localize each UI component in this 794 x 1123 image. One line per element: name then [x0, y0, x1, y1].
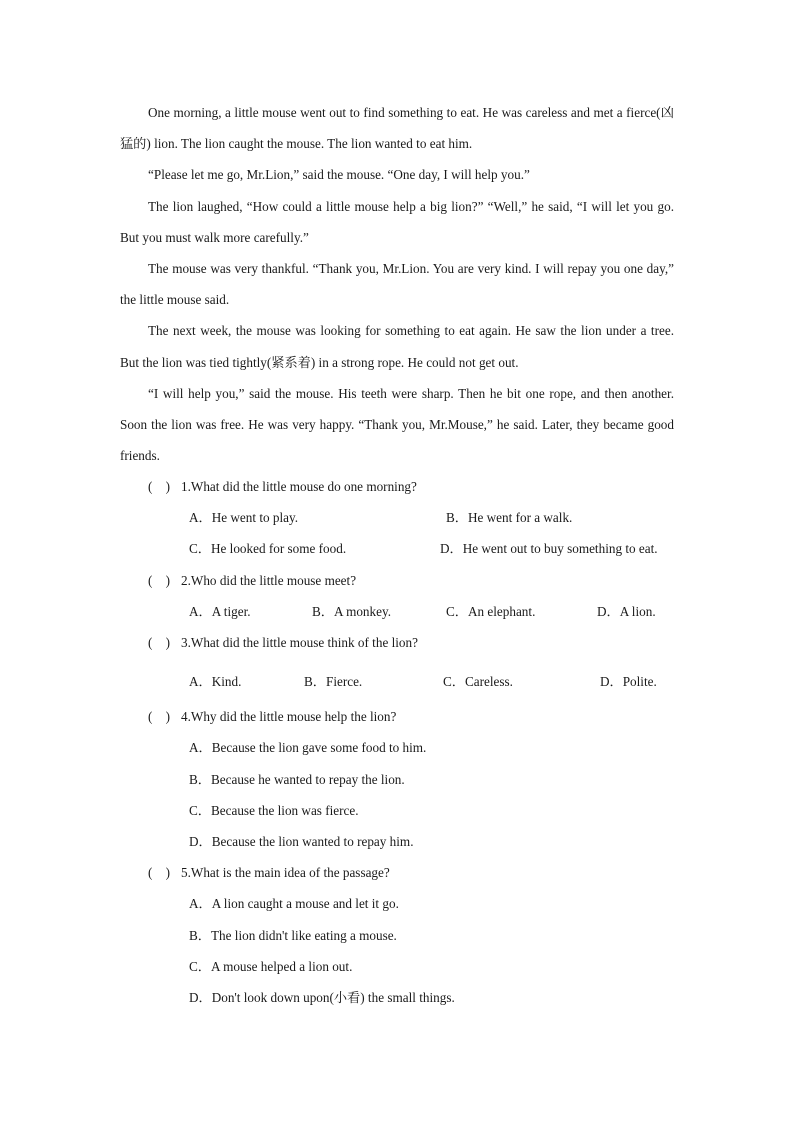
question-stem	[120, 565, 680, 596]
question-5	[120, 857, 680, 1013]
passage-paragraph: The mouse was very thankful. “Thank you, Mr.Lion. You are very kind. I will repay you one day,” the little mouse said.	[120, 261, 674, 308]
option-a[interactable]: A．Because the lion gave some food to him.	[189, 740, 427, 756]
passage-paragraph: One morning, a little mouse went out to find something to eat. He was careless and met a fierce(凶猛的) lion. The lion caught the mouse. The lion wanted to eat him.	[120, 105, 674, 152]
option-d[interactable]: D．Because the lion wanted to repay him.	[189, 833, 414, 849]
answer-blank[interactable]: ( )	[148, 865, 170, 881]
option-d[interactable]: D．A lion.	[597, 603, 656, 619]
option-b[interactable]: B．He went for a walk.	[446, 510, 573, 526]
question-stem	[120, 701, 680, 732]
options-row	[120, 533, 680, 564]
option-d[interactable]: D．He went out to buy something to eat.	[440, 541, 658, 557]
answer-blank[interactable]: ( )	[148, 634, 170, 650]
option-a[interactable]: A．He went to play.	[189, 510, 299, 526]
options-row	[120, 502, 680, 533]
option-a[interactable]: A．A tiger.	[189, 603, 251, 619]
option-c[interactable]: C．An elephant.	[446, 603, 536, 619]
question-stem	[120, 627, 680, 658]
question-list	[120, 471, 680, 1013]
option-d[interactable]: D．Don't look down upon(小看) the small things.	[189, 990, 455, 1005]
answer-blank[interactable]: ( )	[148, 572, 170, 588]
option-d[interactable]: D．Polite.	[600, 674, 657, 690]
passage-paragraph: “I will help you,” said the mouse. His teeth were sharp. Then he bit one rope, and then another. Soon the lion was free. He was very happy. “Thank you, Mr.Mouse,” he said. Later, they became good friends.	[120, 385, 674, 464]
options-row	[120, 658, 680, 701]
option-b[interactable]: B．A monkey.	[312, 603, 392, 619]
question-text: 4.Why did the little mouse help the lion?	[181, 709, 397, 725]
option-b[interactable]: B．Because he wanted to repay the lion.	[189, 771, 405, 787]
option-a[interactable]: A．A lion caught a mouse and let it go.	[189, 896, 399, 912]
question-text: 2.Who did the little mouse meet?	[181, 572, 357, 588]
question-text: 5.What is the main idea of the passage?	[181, 865, 390, 881]
passage-paragraph: The next week, the mouse was looking for something to eat again. He saw the lion under a tree. But the lion was tied tightly(紧系着) in a strong rope. He could not get out.	[120, 323, 674, 370]
option-c[interactable]: C．He looked for some food.	[189, 541, 347, 557]
question-text: 3.What did the little mouse think of the lion?	[181, 634, 418, 650]
option-c[interactable]: C．Careless.	[443, 674, 513, 690]
passage-paragraph: “Please let me go, Mr.Lion,” said the mouse. “One day, I will help you.”	[148, 167, 530, 183]
option-b[interactable]: B．The lion didn't like eating a mouse.	[189, 927, 397, 943]
option-a[interactable]: A．Kind.	[189, 674, 242, 690]
option-c[interactable]: C．A mouse helped a lion out.	[189, 958, 353, 974]
question-4	[120, 701, 680, 857]
question-text: 1.What did the little mouse do one morning?	[181, 479, 417, 494]
question-3	[120, 627, 680, 701]
question-stem	[120, 471, 680, 502]
passage-paragraph: The lion laughed, “How could a little mouse help a big lion?” “Well,” he said, “I will let you go. But you must walk more carefully.”	[120, 198, 674, 245]
question-2	[120, 565, 680, 627]
answer-blank[interactable]: ( )	[148, 709, 170, 725]
reading-passage	[120, 97, 674, 471]
option-c[interactable]: C．Because the lion was fierce.	[189, 802, 359, 818]
question-stem	[120, 857, 680, 888]
options-row	[120, 596, 680, 627]
question-1	[120, 471, 680, 565]
option-b[interactable]: B．Fierce.	[304, 674, 363, 690]
answer-blank[interactable]: ( )	[148, 479, 170, 494]
